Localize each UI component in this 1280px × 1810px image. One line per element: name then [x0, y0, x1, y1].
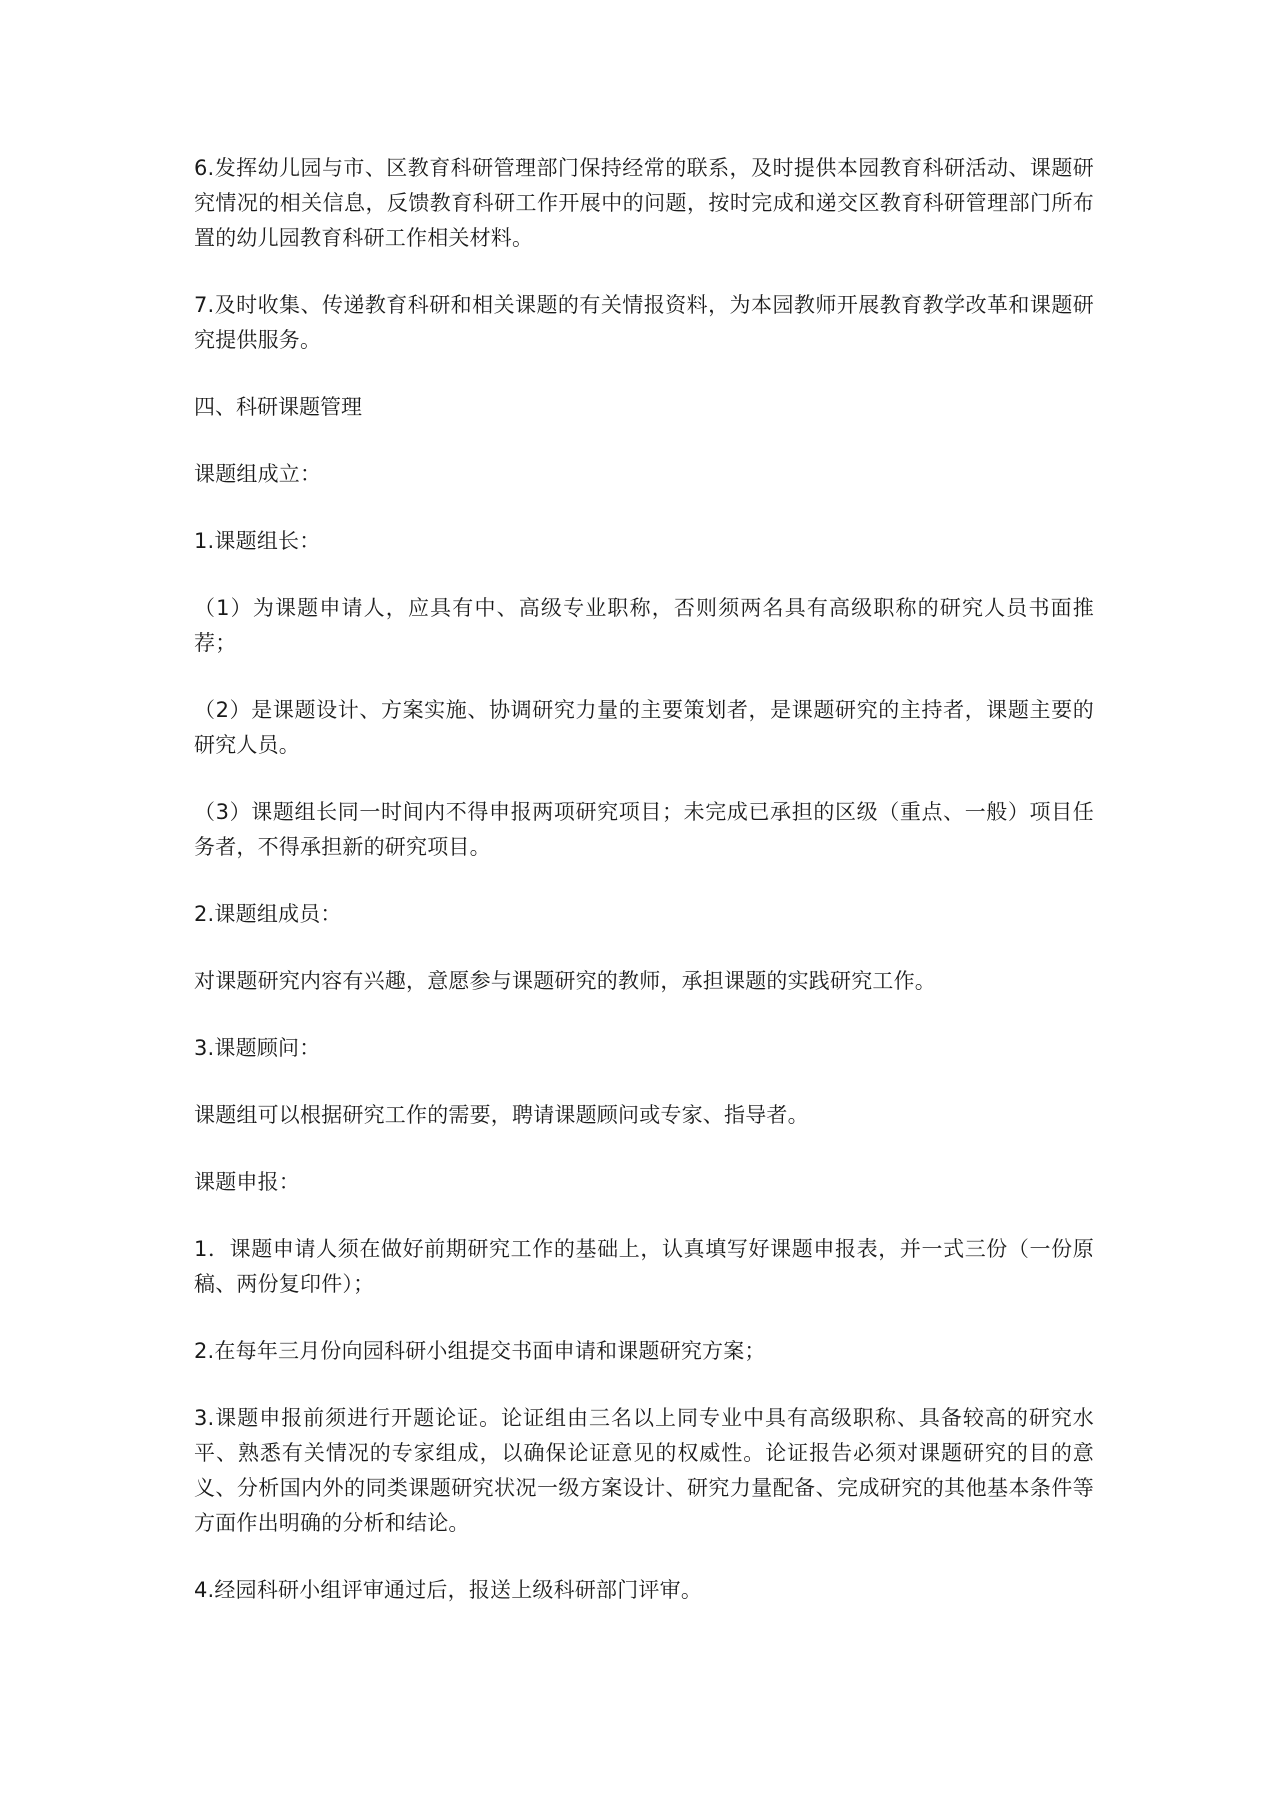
- subheading-group-members: 2.课题组成员：: [194, 902, 342, 926]
- section-heading-research-management: 四、科研课题管理: [194, 395, 362, 419]
- leader-requirement-3: （3）课题组长同一时间内不得申报两项研究项目；未完成已承担的区级（重点、一般）项目任务者，不得承担新的研究项目。: [194, 800, 1094, 859]
- leader-requirement-1: （1）为课题申请人，应具有中、高级专业职称，否则须两名具有高级职称的研究人员书面推荐；: [194, 596, 1094, 655]
- subheading-group-establishment: 课题组成立：: [194, 462, 322, 486]
- document-body: [194, 151, 1094, 1640]
- application-step-2: 2.在每年三月份向园科研小组提交书面申请和课题研究方案；: [194, 1339, 766, 1363]
- paragraph-item-6: 6.发挥幼儿园与市、区教育科研管理部门保持经常的联系，及时提供本园教育科研活动、课题研究情况的相关信息，反馈教育科研工作开展中的问题，按时完成和递交区教育科研管理部门所布置的幼儿园教育科研工作相关材料。: [194, 156, 1094, 250]
- subheading-group-leader: 1.课题组长：: [194, 529, 321, 553]
- application-step-1: 1．课题申请人须在做好前期研究工作的基础上，认真填写好课题申报表，并一式三份（一份原稿、两份复印件）；: [194, 1237, 1094, 1296]
- advisor-description: 课题组可以根据研究工作的需要，聘请课题顾问或专家、指导者。: [194, 1103, 809, 1127]
- application-step-4: 4.经园科研小组评审通过后，报送上级科研部门评审。: [194, 1578, 703, 1602]
- leader-requirement-2: （2）是课题设计、方案实施、协调研究力量的主要策划者，是课题研究的主持者，课题主要的研究人员。: [194, 698, 1094, 757]
- paragraph-item-7: 7.及时收集、传递教育科研和相关课题的有关情报资料，为本园教师开展教育教学改革和课题研究提供服务。: [194, 293, 1094, 352]
- members-description: 对课题研究内容有兴趣，意愿参与课题研究的教师，承担课题的实践研究工作。: [194, 969, 936, 993]
- subheading-advisor: 3.课题顾问：: [194, 1036, 321, 1060]
- subheading-project-application: 课题申报：: [194, 1170, 300, 1194]
- application-step-3: 3.课题申报前须进行开题论证。论证组由三名以上同专业中具有高级职称、具备较高的研究水平、熟悉有关情况的专家组成，以确保论证意见的权威性。论证报告必须对课题研究的目的意义、分析国内外的同类课题研究状况一级方案设计、研究力量配备、完成研究的其他基本条件等方面作出明确的分析和结论。: [194, 1406, 1094, 1535]
